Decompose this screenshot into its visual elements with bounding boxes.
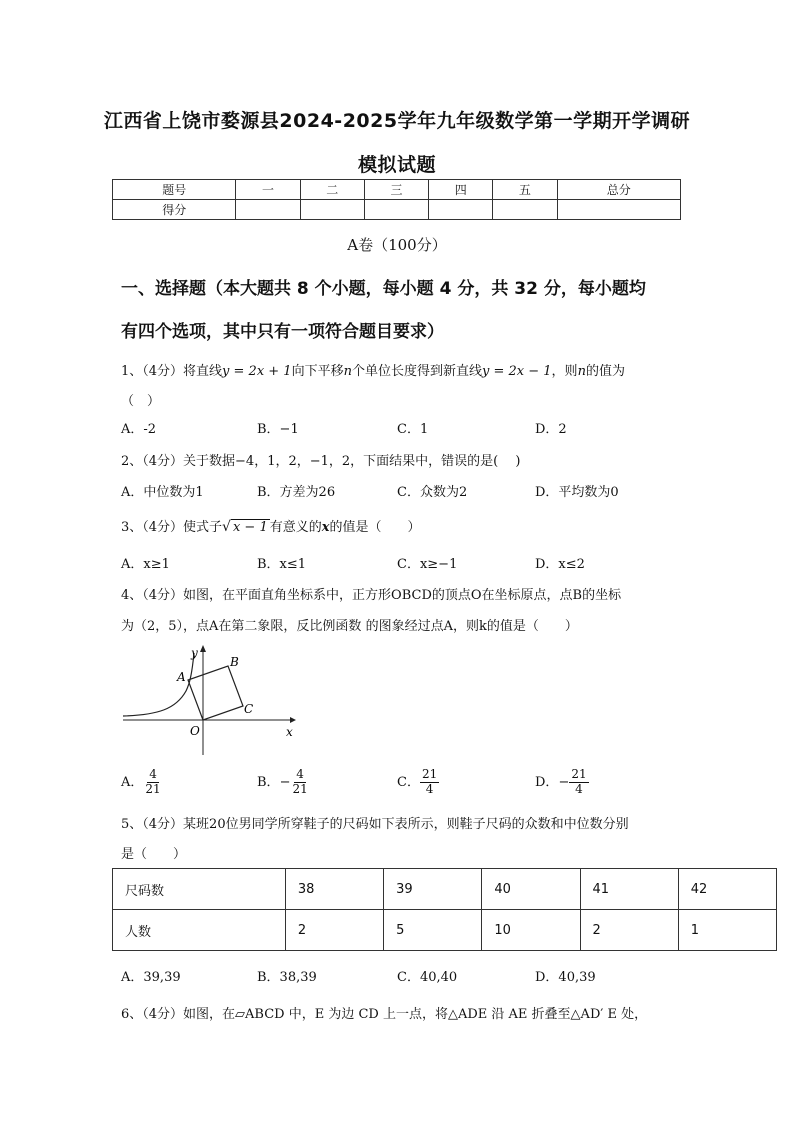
figure-label-y: y [191, 646, 198, 660]
table-cell: 10 [482, 910, 580, 951]
score-table-header-row [113, 180, 681, 200]
score-cell [429, 200, 493, 220]
question-3-stem [121, 516, 421, 535]
question-4-line2: 为（2，5），点A在第二象限，反比例函数 的图象经过点A，则k的值是（ ） [121, 619, 578, 634]
q1-option-a[interactable]: A．-2 [121, 422, 157, 437]
score-row-label: 得分 [113, 200, 236, 220]
q4-option-d-letter: D． [535, 774, 559, 790]
section1-heading-line1: 一、选择题（本大题共 8 个小题，每小题 4 分，共 32 分，每小题均 [121, 279, 646, 299]
q1-variable-2: n [577, 364, 586, 379]
score-header-cell: 二 [300, 180, 364, 200]
hyperbola-curve [123, 653, 194, 716]
q1-suffix: ，则 [551, 364, 578, 379]
question-6-stem: 6、（4分）如图，在▱ABCD 中，E 为边 CD 上一点，将△ADE 沿 AE 折叠至△AD′ E 处， [121, 1007, 648, 1022]
q4-option-a[interactable] [121, 768, 163, 797]
table-cell: 2 [580, 910, 678, 951]
score-header-cell: 四 [429, 180, 493, 200]
q5-option-c[interactable]: C．40,40 [397, 970, 458, 985]
fraction-denominator: 21 [292, 781, 308, 796]
q4-option-c[interactable] [397, 768, 439, 797]
y-axis-arrow-icon [200, 645, 206, 652]
q4-option-b[interactable] [257, 768, 310, 797]
score-cell [300, 200, 364, 220]
q2-option-c[interactable]: C．众数为2 [397, 485, 468, 500]
q4-option-b-fraction [290, 768, 309, 797]
section1-heading-line2: 有四个选项，其中只有一项符合题目要求） [121, 322, 444, 342]
fraction-numerator: 4 [296, 767, 304, 781]
table-cell: 2 [285, 910, 383, 951]
q4-option-c-letter: C． [397, 774, 420, 790]
table-cell: 41 [580, 869, 678, 910]
q4-option-c-fraction [420, 768, 439, 797]
question-2-stem: 2、（4分）关于数据−4，1，2，−1，2，下面结果中，错误的是( ) [121, 454, 521, 469]
table-cell: 39 [384, 869, 482, 910]
q3-option-d[interactable]: D．x≤2 [535, 557, 585, 572]
table-cell: 尺码数 [113, 869, 286, 910]
table-row [113, 910, 777, 951]
q3-end: 的值是（ ） [329, 520, 421, 535]
fraction-denominator: 4 [425, 781, 434, 796]
section-a-heading: A卷（100分） [347, 236, 447, 254]
q1-mid2: 个单位长度得到新直线 [351, 364, 482, 379]
fraction-numerator: 4 [149, 767, 157, 781]
q5-option-d[interactable]: D．40,39 [535, 970, 596, 985]
q4-option-d-fraction [569, 768, 588, 797]
figure-label-x: x [286, 725, 293, 739]
x-axis-arrow-icon [290, 717, 296, 723]
q5-option-a[interactable]: A．39,39 [121, 970, 181, 985]
page-title-line2: 模拟试题 [357, 154, 436, 176]
q4-option-b-letter: B． [257, 774, 280, 790]
figure-label-c: C [244, 702, 254, 716]
fraction-numerator: 21 [571, 767, 587, 781]
q3-radicand: x − 1 [232, 520, 268, 535]
question-5-line2: 是（ ） [121, 847, 187, 862]
q3-option-c[interactable]: C．x≥−1 [397, 557, 458, 572]
table-cell: 5 [384, 910, 482, 951]
score-cell [557, 200, 680, 220]
question-4-line1: 4、（4分）如图，在平面直角坐标系中，正方形OBCD的顶点O在坐标原点，点B的坐标 [121, 588, 622, 603]
score-table [112, 179, 681, 220]
q5-option-b[interactable]: B．38,39 [257, 970, 317, 985]
sqrt-sign-icon: √ [222, 519, 231, 535]
score-header-cell: 题号 [113, 180, 236, 200]
q1-option-d[interactable]: D．2 [535, 422, 567, 437]
q1-mid: 向下平移 [291, 364, 344, 379]
q2-option-a[interactable]: A．中位数为1 [121, 485, 204, 500]
score-header-cell: 五 [493, 180, 557, 200]
q2-option-b[interactable]: B．方差为26 [257, 485, 336, 500]
table-cell: 人数 [113, 910, 286, 951]
q1-equation-2: y = 2x − 1 [482, 364, 552, 379]
q1-option-b[interactable]: B．−1 [257, 422, 299, 437]
score-header-cell: 一 [236, 180, 300, 200]
q4-option-d-sign: − [558, 774, 570, 790]
figure-label-b: B [230, 655, 239, 669]
q1-end: 的值为 [585, 364, 625, 379]
shoe-size-table [112, 868, 777, 951]
q4-option-a-fraction [143, 768, 162, 797]
page-title-line1: 江西省上饶市婺源县2024-2025学年九年级数学第一学期开学调研 [103, 110, 691, 132]
score-table-score-row [113, 200, 681, 220]
table-cell: 42 [678, 869, 776, 910]
table-cell: 40 [482, 869, 580, 910]
q1-answer-paren: （ ） [121, 394, 161, 409]
fraction-denominator: 4 [575, 781, 583, 796]
q2-option-d[interactable]: D．平均数为0 [535, 485, 619, 500]
q1-equation-1: y = 2x + 1 [222, 364, 292, 379]
square-obcd [188, 666, 243, 720]
fraction-numerator: 21 [421, 767, 438, 781]
q3-prefix: 3、（4分）使式子 [121, 520, 223, 535]
q4-coordinate-figure [118, 643, 298, 758]
question-1-stem [121, 360, 625, 379]
figure-label-a: A [177, 670, 186, 684]
table-cell: 38 [285, 869, 383, 910]
q1-option-c[interactable]: C．1 [397, 422, 429, 437]
q4-option-b-sign: − [279, 774, 291, 790]
score-cell [236, 200, 300, 220]
question-5-line1: 5、（4分）某班20位男同学所穿鞋子的尺码如下表所示，则鞋子尺码的众数和中位数分别 [121, 817, 629, 832]
q4-option-d[interactable] [535, 768, 589, 797]
figure-label-o: O [190, 724, 200, 738]
q3-suffix: 有意义的 [269, 520, 322, 535]
table-cell: 1 [678, 910, 776, 951]
q3-variable: x [321, 520, 330, 535]
score-header-cell: 总分 [557, 180, 680, 200]
table-row [113, 869, 777, 910]
score-header-cell: 三 [364, 180, 428, 200]
score-cell [493, 200, 557, 220]
q3-option-a[interactable]: A．x≥1 [121, 557, 170, 572]
fraction-denominator: 21 [145, 781, 161, 796]
q1-prefix: 1、（4分）将直线 [121, 364, 223, 379]
score-cell [364, 200, 428, 220]
q1-variable: n [343, 364, 352, 379]
q3-option-b[interactable]: B．x≤1 [257, 557, 307, 572]
q4-option-a-letter: A． [121, 774, 144, 790]
